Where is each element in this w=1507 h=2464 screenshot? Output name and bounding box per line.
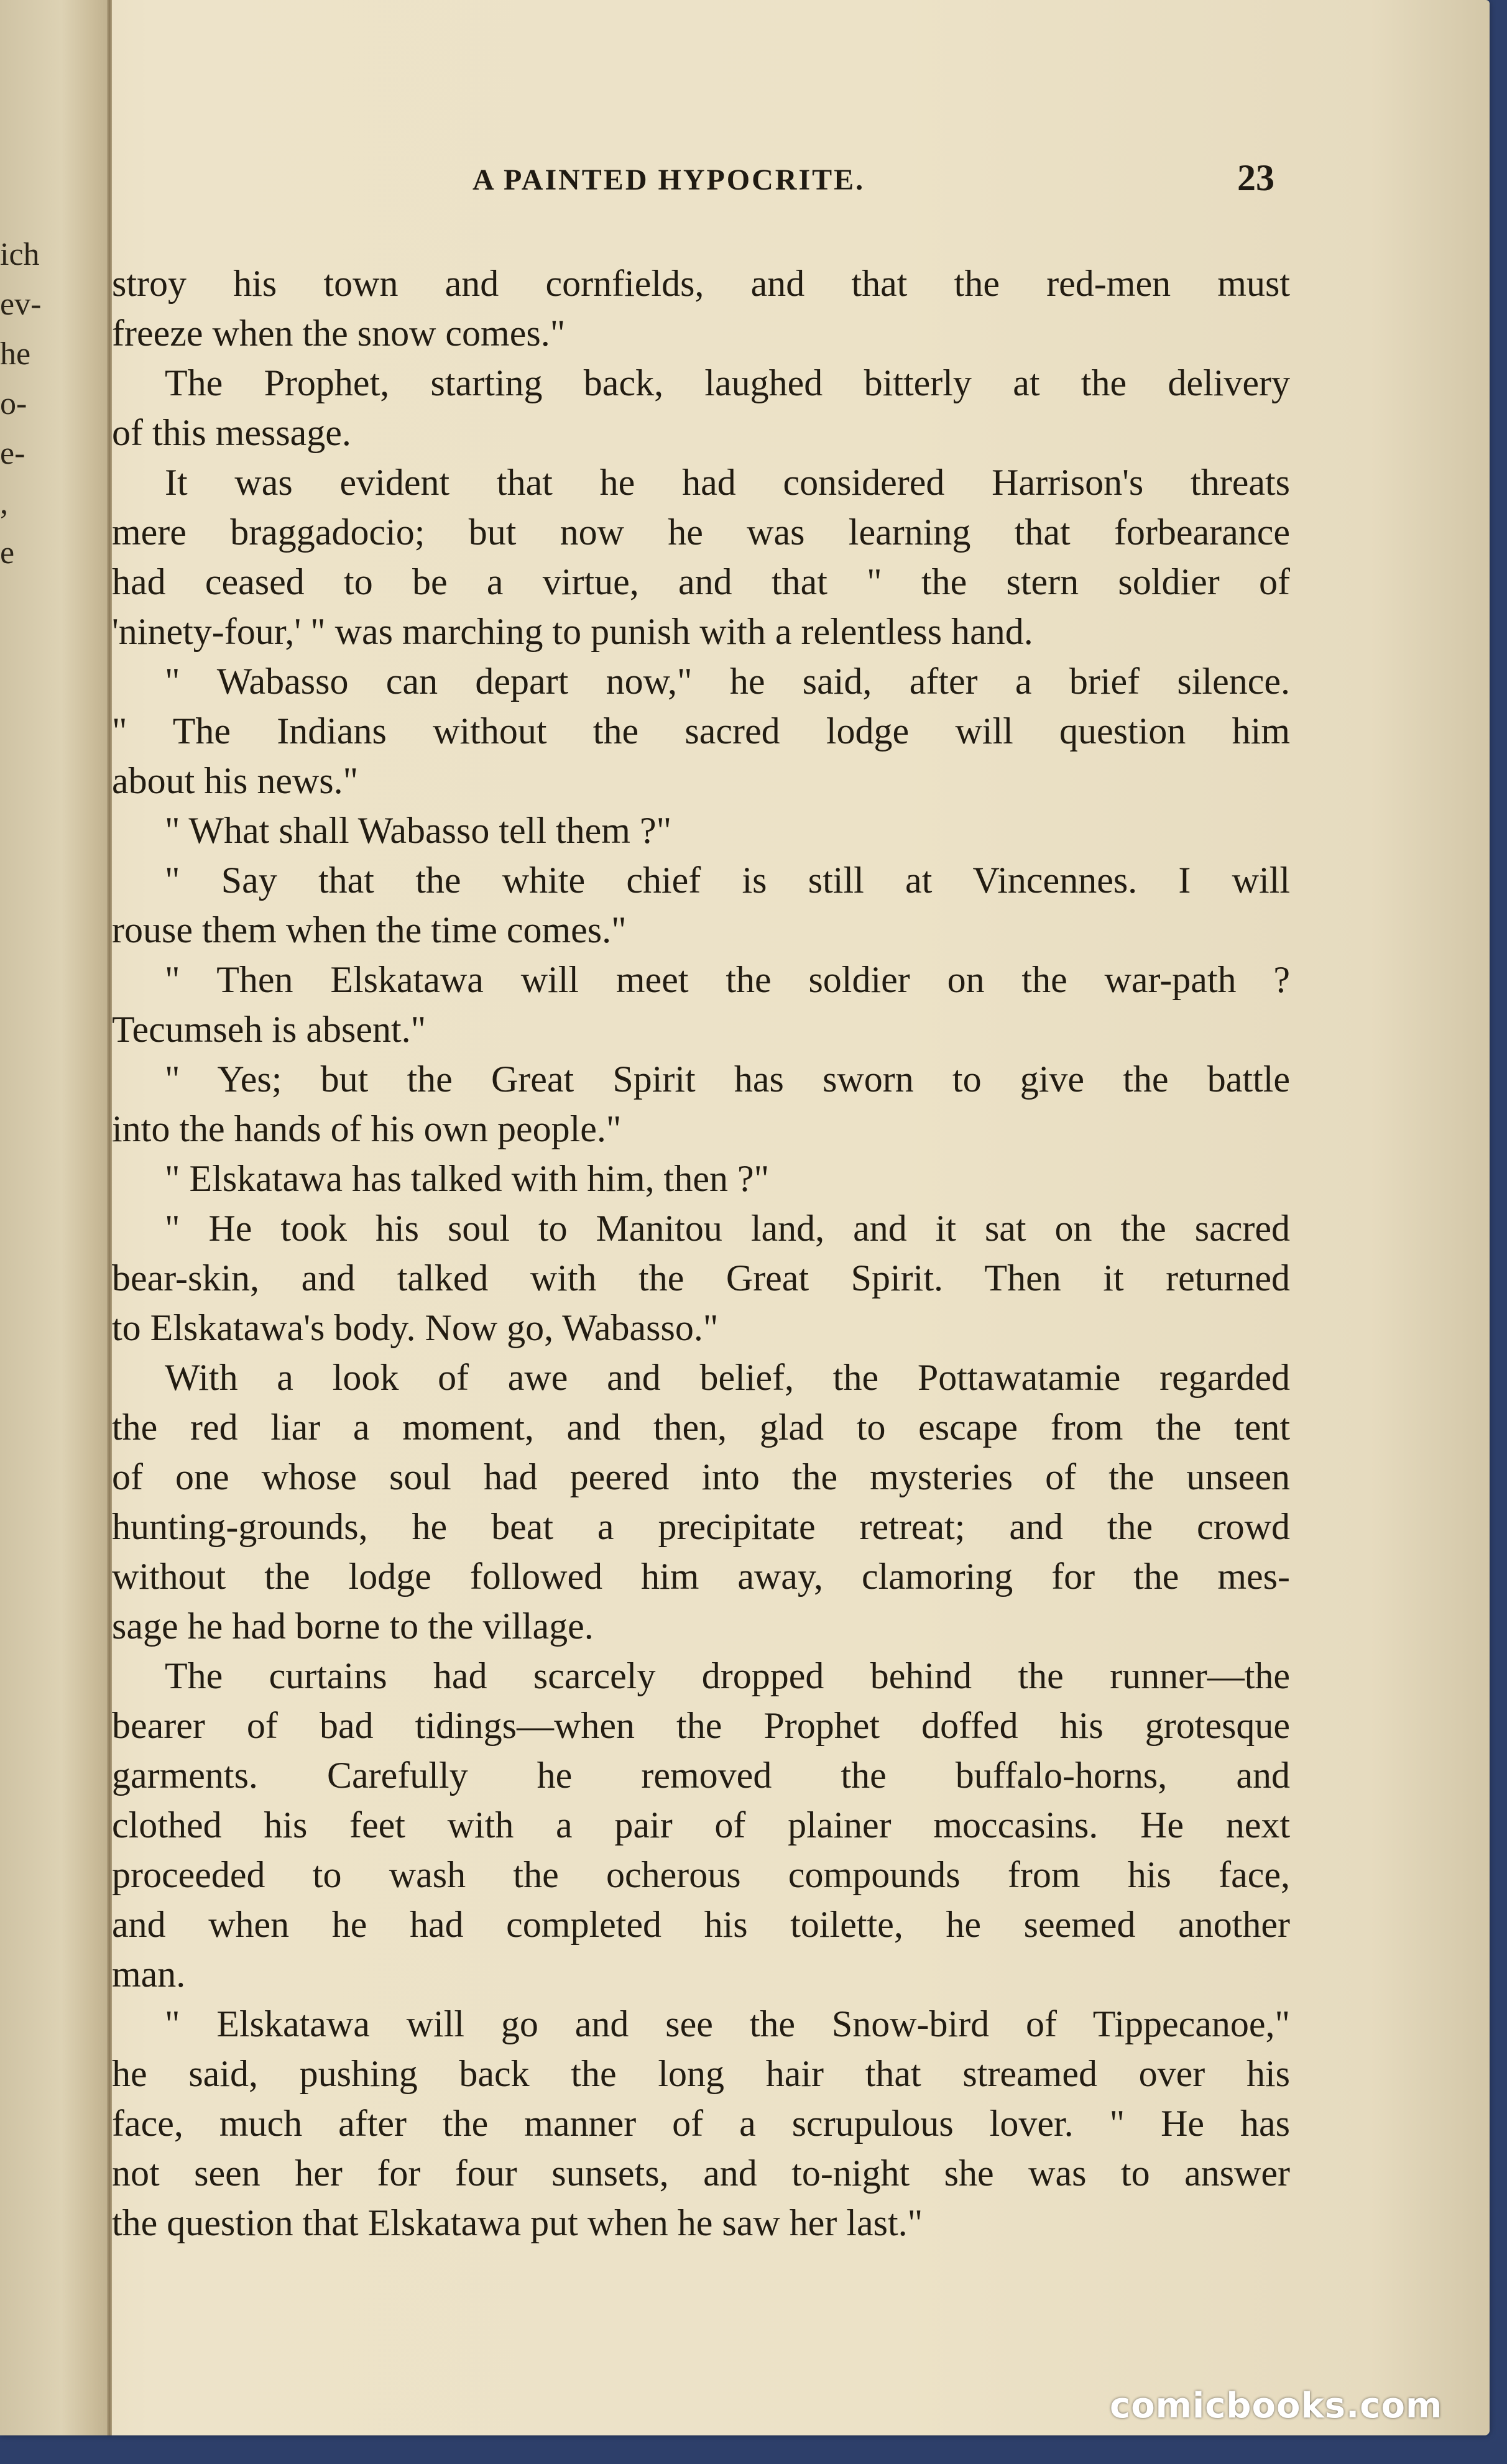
text-line: " Say that the white chief is still at Vincennes. I will: [165, 860, 1290, 901]
text-line: not seen her for four sunsets, and to-night she was to answer: [112, 2153, 1290, 2194]
text-line: It was evident that he had considered Harrison's threats: [165, 462, 1290, 503]
text-line: proceeded to wash the ocherous compounds from his face,: [112, 1854, 1290, 1895]
page-number: 23: [1237, 157, 1274, 198]
text-line: and when he had completed his toilette, he seemed another: [112, 1904, 1290, 1945]
text-line: bear-skin, and talked with the Great Spirit. Then it returned: [112, 1257, 1290, 1299]
watermark: comicbooks.com: [1110, 2386, 1443, 2426]
text-line: of this message.: [112, 412, 351, 453]
fragment-text: ich: [0, 237, 40, 272]
text-line: stroy his town and cornfields, and that the red-men must: [112, 263, 1290, 304]
text-line: " Elskatawa has talked with him, then ?": [165, 1158, 770, 1199]
text-line: " He took his soul to Manitou land, and it sat on the sacred: [165, 1208, 1290, 1249]
text-line: Tecumseh is absent.": [112, 1009, 426, 1050]
text-line: to Elskatawa's body. Now go, Wabasso.": [112, 1307, 719, 1348]
text-line: " What shall Wabasso tell them ?": [165, 810, 672, 851]
text-line: " Elskatawa will go and see the Snow-bird of Tippecanoe,": [165, 2003, 1290, 2044]
text-line: With a look of awe and belief, the Pottawatamie regarded: [165, 1357, 1290, 1398]
text-line: " Then Elskatawa will meet the soldier on the war-path ?: [165, 959, 1290, 1000]
text-line: he said, pushing back the long hair that streamed over his: [112, 2053, 1290, 2094]
text-line: 'ninety-four,' " was marching to punish with a relentless hand.: [112, 611, 1033, 652]
text-line: mere braggadocio; but now he was learning that forbearance: [112, 512, 1290, 553]
text-line: had ceased to be a virtue, and that " the stern soldier of: [112, 561, 1290, 602]
text-line: The Prophet, starting back, laughed bitterly at the delivery: [165, 362, 1290, 403]
text-line: into the hands of his own people.": [112, 1108, 622, 1149]
text-line: rouse them when the time comes.": [112, 909, 627, 950]
text-line: The curtains had scarcely dropped behind the runner—the: [165, 1655, 1290, 1696]
text-line: the question that Elskatawa put when he saw her last.": [112, 2202, 923, 2243]
fragment-text: e-: [0, 436, 25, 471]
text-line: sage he had borne to the village.: [112, 1606, 594, 1647]
text-line: bearer of bad tidings—when the Prophet doffed his grotesque: [112, 1705, 1290, 1746]
text-line: without the lodge followed him away, clamoring for the mes-: [112, 1556, 1290, 1597]
text-line: garments. Carefully he removed the buffalo-horns, and: [112, 1755, 1290, 1796]
text-line: face, much after the manner of a scrupulous lover. " He has: [112, 2103, 1290, 2144]
text-line: clothed his feet with a pair of plainer moccasins. He next: [112, 1804, 1290, 1846]
fragment-text: ,: [0, 485, 8, 521]
text-line: " Yes; but the Great Spirit has sworn to give the battle: [165, 1059, 1290, 1100]
fragment-text: he: [0, 336, 31, 372]
running-head: A PAINTED HYPOCRITE.: [472, 163, 865, 196]
adjacent-page-fragments: [0, 230, 50, 578]
fragment-text: ev-: [0, 287, 42, 322]
text-line: hunting-grounds, he beat a precipitate retreat; and the crowd: [112, 1506, 1290, 1547]
body-text: [112, 259, 1290, 2248]
text-line: of one whose soul had peered into the mysteries of the unseen: [112, 1456, 1290, 1497]
fragment-text: e: [0, 535, 15, 571]
text-line: " Wabasso can depart now," he said, after a brief silence.: [165, 661, 1290, 702]
text-line: about his news.": [112, 760, 359, 801]
text-line: man.: [112, 1954, 186, 1995]
text-line: the red liar a moment, and then, glad to escape from the tent: [112, 1407, 1290, 1448]
text-line: " The Indians without the sacred lodge will question him: [112, 710, 1290, 752]
fragment-text: o-: [0, 386, 27, 421]
gutter-fold: [107, 0, 112, 2435]
text-line: freeze when the snow comes.": [112, 313, 566, 354]
